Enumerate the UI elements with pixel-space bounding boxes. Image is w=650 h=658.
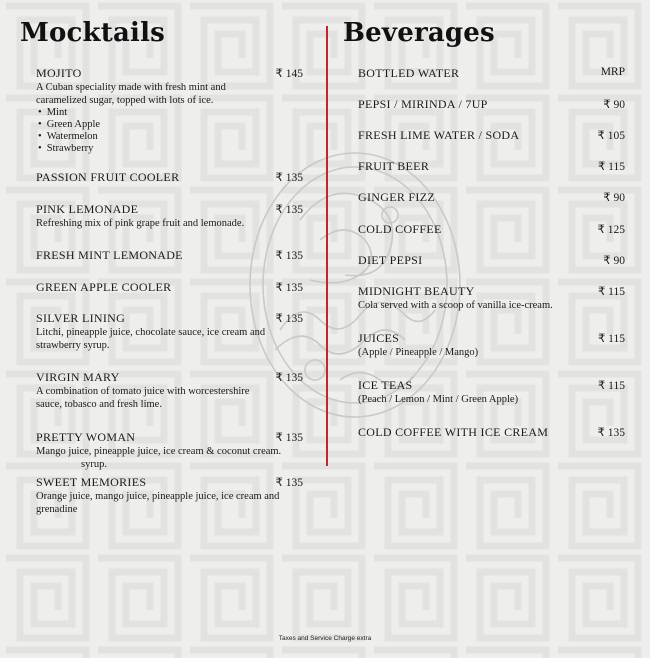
item-name: BOTTLED WATER — [358, 66, 460, 80]
menu-item-green-apple-cooler — [36, 280, 306, 294]
item-price: ₹ 115 — [597, 286, 625, 298]
item-name: FRESH LIME WATER / SODA — [358, 128, 520, 142]
tax-note: Taxes and Service Charge extra — [278, 635, 372, 642]
item-price: ₹ 125 — [597, 224, 625, 236]
item-name: MIDNIGHT BEAUTY — [358, 284, 475, 298]
item-price: ₹ 90 — [603, 255, 625, 267]
beverages-heading: Beverages — [343, 18, 495, 48]
item-price: ₹ 90 — [603, 99, 625, 111]
mocktails-heading: Mocktails — [20, 18, 166, 48]
item-price: ₹ 90 — [603, 192, 625, 204]
item-name: PINK LEMONADE — [36, 202, 139, 216]
item-name: DIET PEPSI — [358, 253, 423, 267]
item-name: FRUIT BEER — [358, 159, 430, 173]
item-description: Litchi, pineapple juice, chocolate sauce, ice cream and strawberry syrup. — [36, 327, 266, 351]
item-name: SILVER LINING — [36, 311, 126, 325]
item-price: ₹ 115 — [597, 333, 625, 345]
option-item: • Watermelon — [38, 131, 306, 143]
menu-item-pepsi-mirinda-7up — [358, 97, 628, 111]
item-price: ₹ 135 — [275, 204, 303, 216]
menu-item-cold-coffee-with-ice-cream — [358, 425, 628, 439]
item-name: PASSION FRUIT COOLER — [36, 170, 180, 184]
menu-item-pretty-woman — [36, 430, 306, 471]
menu-item-ice-teas — [358, 378, 628, 407]
item-price: ₹ 145 — [275, 68, 303, 80]
menu-item-virgin-mary — [36, 370, 306, 411]
item-name: JUICES — [358, 331, 400, 345]
item-name: ICE TEAS — [358, 378, 413, 392]
menu-item-silver-lining — [36, 311, 306, 352]
item-price: ₹ 135 — [275, 172, 303, 184]
menu-item-midnight-beauty — [358, 284, 628, 313]
item-name: PEPSI / MIRINDA / 7UP — [358, 97, 488, 111]
menu-item-diet-pepsi — [358, 253, 628, 267]
item-description: Refreshing mix of pink grape fruit and lemonade. — [36, 218, 245, 229]
item-price: MRP — [600, 66, 625, 78]
item-description: (Peach / Lemon / Mint / Green Apple) — [358, 394, 519, 405]
item-price: ₹ 135 — [275, 250, 303, 262]
menu-item-juices — [358, 331, 628, 360]
item-name: VIRGIN MARY — [36, 370, 120, 384]
item-price: ₹ 135 — [597, 427, 625, 439]
menu-item-ginger-fizz — [358, 190, 628, 204]
menu-item-fresh-mint-lemonade — [36, 248, 306, 262]
item-description-continued: syrup. — [81, 458, 107, 470]
item-name: GREEN APPLE COOLER — [36, 280, 172, 294]
menu-item-mojito — [36, 66, 306, 155]
item-name: GINGER FIZZ — [358, 190, 435, 204]
menu-item-bottled-water — [358, 66, 628, 80]
item-price: ₹ 115 — [597, 161, 625, 173]
item-description: (Apple / Pineapple / Mango) — [358, 347, 479, 358]
menu-item-fruit-beer — [358, 159, 628, 173]
item-price: ₹ 135 — [275, 432, 303, 444]
item-price: ₹ 135 — [275, 282, 303, 294]
item-description: A combination of tomato juice with worcestershire sauce, tobasco and fresh lime. — [36, 386, 250, 410]
item-price: ₹ 135 — [275, 313, 303, 325]
item-price: ₹ 135 — [275, 372, 303, 384]
item-description: Mango juice, pineapple juice, ice cream & coconut cream. — [36, 446, 282, 457]
menu-item-passion-fruit-cooler — [36, 170, 306, 184]
item-name: COLD COFFEE WITH ICE CREAM — [358, 425, 549, 439]
item-description: Cola served with a scoop of vanilla ice-cream. — [358, 300, 553, 311]
option-item: • Strawberry — [38, 143, 306, 155]
flavour-options — [36, 107, 306, 155]
item-price: ₹ 105 — [597, 130, 625, 142]
item-name: SWEET MEMORIES — [36, 475, 147, 489]
menu-item-fresh-lime-water-soda — [358, 128, 628, 142]
item-name: PRETTY WOMAN — [36, 430, 136, 444]
item-description: A Cuban speciality made with fresh mint and caramelized sugar, topped with lots of ice. — [36, 82, 226, 106]
menu-item-pink-lemonade — [36, 202, 306, 231]
item-price: ₹ 115 — [597, 380, 625, 392]
item-description: Orange juice, mango juice, pineapple juice, ice cream and grenadine — [36, 491, 280, 515]
option-item: • Green Apple — [38, 119, 306, 131]
item-name: MOJITO — [36, 66, 82, 80]
column-divider — [326, 26, 328, 466]
option-item: • Mint — [38, 107, 306, 119]
item-name: FRESH MINT LEMONADE — [36, 248, 183, 262]
menu-item-sweet-memories — [36, 475, 306, 516]
item-price: ₹ 135 — [275, 477, 303, 489]
menu-item-cold-coffee — [358, 222, 628, 236]
item-name: COLD COFFEE — [358, 222, 442, 236]
